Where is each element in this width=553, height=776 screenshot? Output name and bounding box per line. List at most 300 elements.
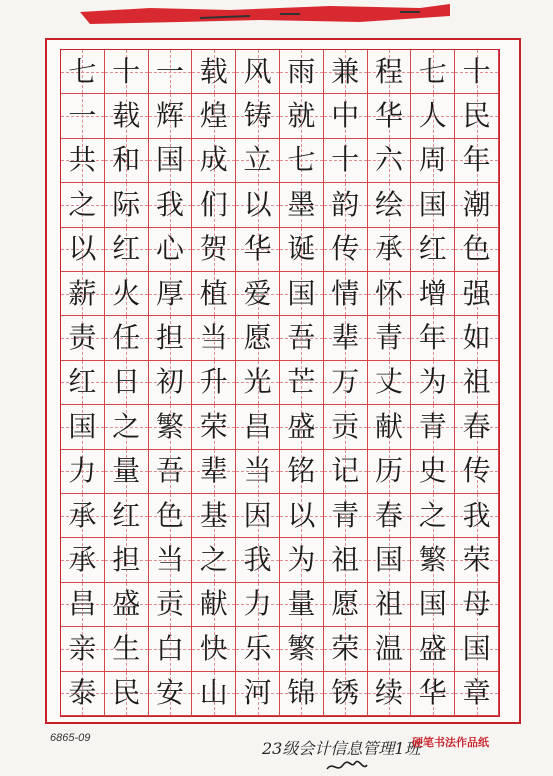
paper-code: 6865-09 [50, 732, 91, 744]
grid-cell [149, 538, 193, 582]
grid-cell [368, 94, 412, 138]
character: 十 [112, 54, 141, 88]
character: 力 [243, 587, 272, 621]
grid-cell [455, 627, 499, 671]
character: 责 [68, 321, 97, 355]
character: 繁 [155, 409, 184, 443]
character: 我 [155, 187, 184, 221]
grid-cell [411, 272, 455, 316]
grid-cell [324, 450, 368, 494]
grid-cell [149, 94, 193, 138]
character: 人 [418, 99, 447, 133]
grid-cell [455, 228, 499, 272]
character: 绘 [374, 187, 403, 221]
character: 担 [155, 321, 184, 355]
character: 泰 [68, 676, 97, 710]
character: 章 [462, 676, 491, 710]
grid-cell [105, 272, 149, 316]
grid-cell [105, 361, 149, 405]
grid-cell [280, 183, 324, 227]
character: 安 [155, 676, 184, 710]
character: 青 [418, 409, 447, 443]
grid-cell [411, 139, 455, 183]
grid-cell [411, 316, 455, 360]
grid-cell [105, 405, 149, 449]
writing-grid [60, 49, 500, 717]
grid-cell [149, 272, 193, 316]
grid-cell [105, 627, 149, 671]
character: 周 [418, 143, 447, 177]
character: 量 [112, 454, 141, 488]
character: 祖 [374, 587, 403, 621]
character: 为 [418, 365, 447, 399]
character: 传 [331, 232, 360, 266]
grid-cell [61, 50, 105, 94]
character: 献 [199, 587, 228, 621]
grid-cell [455, 94, 499, 138]
grid-cell [236, 361, 280, 405]
character: 光 [243, 365, 272, 399]
grid-cell [324, 583, 368, 627]
character: 国 [462, 631, 491, 665]
character: 植 [199, 276, 228, 310]
character: 墨 [287, 187, 316, 221]
grid-cell [61, 139, 105, 183]
character: 愿 [331, 587, 360, 621]
grid-cell [149, 361, 193, 405]
character: 一 [68, 99, 97, 133]
character: 量 [287, 587, 316, 621]
grid-cell [411, 450, 455, 494]
grid-cell [192, 183, 236, 227]
character: 春 [462, 409, 491, 443]
grid-cell [368, 361, 412, 405]
character: 红 [68, 365, 97, 399]
character: 国 [418, 587, 447, 621]
character: 续 [374, 676, 403, 710]
grid-cell [280, 94, 324, 138]
character: 贡 [155, 587, 184, 621]
grid-cell [455, 50, 499, 94]
character: 国 [68, 409, 97, 443]
grid-cell [324, 538, 368, 582]
grid-cell [324, 272, 368, 316]
grid-cell [236, 50, 280, 94]
character: 献 [374, 409, 403, 443]
character: 承 [374, 232, 403, 266]
character: 心 [155, 232, 184, 266]
character: 十 [462, 54, 491, 88]
grid-cell [280, 405, 324, 449]
grid-cell [368, 183, 412, 227]
character: 爱 [243, 276, 272, 310]
grid-cell [324, 139, 368, 183]
grid-cell [236, 494, 280, 538]
grid-cell [61, 228, 105, 272]
grid-cell [455, 583, 499, 627]
grid-cell [280, 450, 324, 494]
character: 们 [199, 187, 228, 221]
character: 情 [331, 276, 360, 310]
grid-cell [280, 627, 324, 671]
character: 成 [199, 143, 228, 177]
grid-cell [280, 583, 324, 627]
grid-cell [368, 139, 412, 183]
character: 万 [331, 365, 360, 399]
character: 吾 [287, 321, 316, 355]
grid-cell [411, 494, 455, 538]
character: 青 [331, 498, 360, 532]
grid-cell [236, 627, 280, 671]
grid-cell [192, 139, 236, 183]
grid-cell [324, 494, 368, 538]
character: 增 [418, 276, 447, 310]
character: 河 [243, 676, 272, 710]
grid-cell [192, 228, 236, 272]
grid-cell [236, 272, 280, 316]
paper-brand: 硬笔书法作品纸 [412, 736, 489, 749]
grid-cell [105, 316, 149, 360]
grid-cell [192, 494, 236, 538]
grid-cell [105, 94, 149, 138]
character: 七 [418, 54, 447, 88]
grid-cell [61, 272, 105, 316]
character: 华 [374, 99, 403, 133]
grid-cell [236, 139, 280, 183]
grid-cell [324, 361, 368, 405]
grid-cell [411, 94, 455, 138]
grid-cell [149, 672, 193, 716]
grid-cell [368, 627, 412, 671]
character: 繁 [418, 543, 447, 577]
grid-cell [149, 183, 193, 227]
grid-cell [192, 50, 236, 94]
character: 丈 [374, 365, 403, 399]
grid-cell [105, 50, 149, 94]
character: 国 [287, 276, 316, 310]
grid-cell [324, 316, 368, 360]
grid-cell [236, 538, 280, 582]
grid-cell [280, 672, 324, 716]
character: 因 [243, 498, 272, 532]
grid-cell [236, 94, 280, 138]
grid-cell [192, 316, 236, 360]
grid-cell [61, 316, 105, 360]
character: 国 [418, 187, 447, 221]
character: 历 [374, 454, 403, 488]
character: 快 [199, 631, 228, 665]
grid-cell [236, 672, 280, 716]
grid-cell [61, 405, 105, 449]
grid-cell [105, 538, 149, 582]
character: 之 [418, 498, 447, 532]
character: 厚 [155, 276, 184, 310]
author-class-line: 23级会计信息管理1班 [262, 739, 421, 758]
character: 为 [287, 543, 316, 577]
grid-cell [105, 183, 149, 227]
character: 雨 [287, 54, 316, 88]
grid-cell [411, 538, 455, 582]
grid-cell [411, 50, 455, 94]
character: 祖 [331, 543, 360, 577]
grid-cell [192, 450, 236, 494]
grid-cell [324, 627, 368, 671]
character: 记 [331, 454, 360, 488]
character: 吾 [155, 454, 184, 488]
grid-cell [455, 361, 499, 405]
character: 诞 [287, 232, 316, 266]
grid-cell [192, 627, 236, 671]
grid-cell [61, 183, 105, 227]
grid-cell [455, 494, 499, 538]
character: 之 [112, 409, 141, 443]
grid-cell [411, 361, 455, 405]
character: 年 [462, 143, 491, 177]
character: 青 [374, 321, 403, 355]
character: 就 [287, 99, 316, 133]
grid-cell [368, 316, 412, 360]
character: 华 [243, 232, 272, 266]
character: 繁 [287, 631, 316, 665]
grid-cell [61, 538, 105, 582]
grid-cell [149, 139, 193, 183]
grid-cell [236, 228, 280, 272]
character: 兼 [331, 54, 360, 88]
character: 昌 [68, 587, 97, 621]
grid-cell [105, 672, 149, 716]
character: 母 [462, 587, 491, 621]
grid-cell [149, 494, 193, 538]
character: 和 [112, 143, 141, 177]
character: 当 [199, 321, 228, 355]
character: 贺 [199, 232, 228, 266]
character: 煌 [199, 99, 228, 133]
character: 芒 [287, 365, 316, 399]
character: 如 [462, 321, 491, 355]
grid-cell [280, 538, 324, 582]
character: 盛 [418, 631, 447, 665]
handwritten-signature [325, 757, 369, 775]
character: 祖 [462, 365, 491, 399]
character: 当 [155, 543, 184, 577]
grid-cell [149, 450, 193, 494]
character: 载 [199, 54, 228, 88]
grid-cell [368, 494, 412, 538]
character: 六 [374, 143, 403, 177]
character: 以 [68, 232, 97, 266]
grid-cell [236, 405, 280, 449]
character: 载 [112, 99, 141, 133]
grid-cell [236, 183, 280, 227]
character: 七 [287, 143, 316, 177]
grid-cell [280, 361, 324, 405]
character: 乐 [243, 631, 272, 665]
grid-cell [368, 450, 412, 494]
character: 担 [112, 543, 141, 577]
character: 红 [418, 232, 447, 266]
grid-cell [192, 672, 236, 716]
character: 承 [68, 498, 97, 532]
grid-cell [61, 672, 105, 716]
character: 十 [331, 143, 360, 177]
grid-cell [149, 627, 193, 671]
grid-cell [61, 94, 105, 138]
character: 锦 [287, 676, 316, 710]
character: 荣 [199, 409, 228, 443]
grid-cell [411, 672, 455, 716]
character: 昌 [243, 409, 272, 443]
grid-cell [455, 538, 499, 582]
grid-cell [149, 316, 193, 360]
grid-cell [324, 405, 368, 449]
character: 盛 [287, 409, 316, 443]
character: 一 [155, 54, 184, 88]
grid-cell [149, 405, 193, 449]
grid-cell [105, 450, 149, 494]
character: 传 [462, 454, 491, 488]
grid-cell [280, 272, 324, 316]
grid-cell [280, 139, 324, 183]
character: 春 [374, 498, 403, 532]
grid-cell [324, 50, 368, 94]
character: 基 [199, 498, 228, 532]
torn-red-strip [0, 0, 553, 32]
grid-cell [411, 627, 455, 671]
grid-cell [149, 583, 193, 627]
character: 火 [112, 276, 141, 310]
character: 风 [243, 54, 272, 88]
grid-cell [105, 494, 149, 538]
character: 荣 [331, 631, 360, 665]
grid-cell [236, 450, 280, 494]
character: 白 [155, 631, 184, 665]
character: 共 [68, 143, 97, 177]
character: 色 [155, 498, 184, 532]
character: 温 [374, 631, 403, 665]
grid-cell [368, 583, 412, 627]
character: 承 [68, 543, 97, 577]
grid-cell [192, 361, 236, 405]
character: 贡 [331, 409, 360, 443]
grid-cell [61, 583, 105, 627]
character: 怀 [374, 276, 403, 310]
character: 薪 [68, 276, 97, 310]
grid-cell [280, 316, 324, 360]
character: 山 [199, 676, 228, 710]
character: 国 [155, 143, 184, 177]
character: 际 [112, 187, 141, 221]
character: 史 [418, 454, 447, 488]
character: 立 [243, 143, 272, 177]
character: 中 [331, 99, 360, 133]
grid-cell [280, 228, 324, 272]
grid-cell [368, 272, 412, 316]
grid-cell [368, 228, 412, 272]
character: 力 [68, 454, 97, 488]
character: 民 [462, 99, 491, 133]
grid-cell [149, 50, 193, 94]
character: 强 [462, 276, 491, 310]
grid-cell [455, 450, 499, 494]
grid-cell [192, 94, 236, 138]
character: 任 [112, 321, 141, 355]
grid-cell [280, 50, 324, 94]
character: 华 [418, 676, 447, 710]
grid-cell [105, 139, 149, 183]
character: 辉 [155, 99, 184, 133]
character: 年 [418, 321, 447, 355]
character: 锈 [331, 676, 360, 710]
grid-cell [61, 450, 105, 494]
character: 铭 [287, 454, 316, 488]
grid-cell [455, 316, 499, 360]
grid-cell [105, 228, 149, 272]
character: 红 [112, 498, 141, 532]
character: 以 [243, 187, 272, 221]
character: 初 [155, 365, 184, 399]
grid-cell [324, 672, 368, 716]
character: 之 [199, 543, 228, 577]
character: 日 [112, 365, 141, 399]
grid-cell [368, 405, 412, 449]
grid-cell [455, 405, 499, 449]
character: 潮 [462, 187, 491, 221]
grid-cell [368, 538, 412, 582]
character: 我 [243, 543, 272, 577]
grid-cell [192, 583, 236, 627]
grid-cell [192, 538, 236, 582]
grid-cell [236, 583, 280, 627]
grid-cell [61, 361, 105, 405]
grid-cell [411, 583, 455, 627]
character: 生 [112, 631, 141, 665]
character: 我 [462, 498, 491, 532]
grid-cell [455, 183, 499, 227]
character: 民 [112, 676, 141, 710]
character: 以 [287, 498, 316, 532]
grid-cell [192, 272, 236, 316]
grid-cell [192, 405, 236, 449]
grid-cell [324, 183, 368, 227]
grid-cell [368, 50, 412, 94]
character: 国 [374, 543, 403, 577]
character: 盛 [112, 587, 141, 621]
character: 红 [112, 232, 141, 266]
grid-cell [455, 139, 499, 183]
grid-cell [324, 228, 368, 272]
grid-cell [236, 316, 280, 360]
grid-cell [411, 405, 455, 449]
grid-cell [105, 583, 149, 627]
character: 色 [462, 232, 491, 266]
character: 铸 [243, 99, 272, 133]
character: 当 [243, 454, 272, 488]
character: 亲 [68, 631, 97, 665]
grid-cell [324, 94, 368, 138]
grid-cell [455, 672, 499, 716]
grid-cell [61, 627, 105, 671]
grid-cell [455, 272, 499, 316]
grid-cell [280, 494, 324, 538]
grid-cell [368, 672, 412, 716]
grid-cell [411, 228, 455, 272]
grid-cell [149, 228, 193, 272]
character: 之 [68, 187, 97, 221]
character: 程 [374, 54, 403, 88]
character: 七 [68, 54, 97, 88]
character: 韵 [331, 187, 360, 221]
character: 升 [199, 365, 228, 399]
